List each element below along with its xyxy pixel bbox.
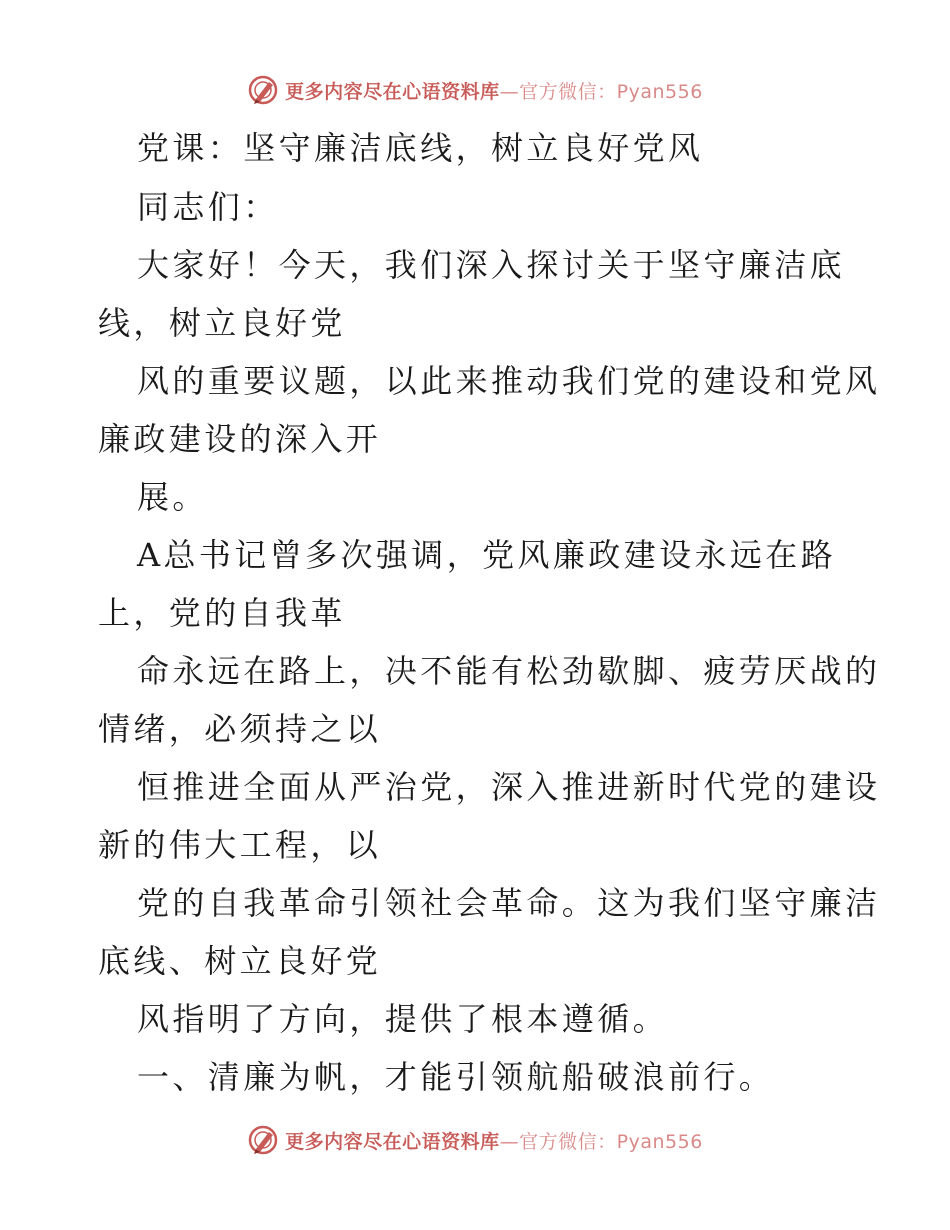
paragraph-line: 大家好！今天，我们深入探讨关于坚守廉洁底 bbox=[137, 246, 846, 284]
salutation: 同志们： bbox=[137, 188, 279, 226]
paragraph-line: 风的重要议题，以此来推动我们党的建设和党风 bbox=[137, 362, 881, 400]
paragraph-line: 展。 bbox=[137, 478, 208, 516]
watermark-secondary: —官方微信：Pyan556 bbox=[499, 80, 703, 103]
pen-logo-icon bbox=[247, 1124, 279, 1156]
document-title: 党课：坚守廉洁底线，树立良好党风 bbox=[137, 129, 704, 167]
section-heading: 一、清廉为帆，才能引领航船破浪前行。 bbox=[137, 1058, 775, 1096]
paragraph-line: 党的自我革命引领社会革命。这为我们坚守廉洁 bbox=[137, 884, 881, 922]
paragraph-line: 命永远在路上，决不能有松劲歇脚、疲劳厌战的 bbox=[137, 652, 881, 690]
watermark-text bbox=[285, 1127, 703, 1154]
paragraph-line: 恒推进全面从严治党，深入推进新时代党的建设 bbox=[137, 768, 881, 806]
paragraph-line: 上，党的自我革 bbox=[98, 594, 346, 632]
footer-watermark bbox=[0, 1120, 950, 1160]
watermark-primary: 更多内容尽在心语资料库 bbox=[285, 1130, 500, 1153]
watermark-primary: 更多内容尽在心语资料库 bbox=[285, 80, 500, 103]
paragraph-line: 风指明了方向，提供了根本遵循。 bbox=[137, 1000, 669, 1038]
paragraph-line: 新的伟大工程，以 bbox=[98, 826, 382, 864]
paragraph-line: 线，树立良好党 bbox=[98, 304, 346, 342]
paragraph-line: A总书记曾多次强调，党风廉政建设永远在路 bbox=[137, 536, 837, 574]
watermark-secondary: —官方微信：Pyan556 bbox=[499, 1130, 703, 1153]
paragraph-line: 廉政建设的深入开 bbox=[98, 420, 382, 458]
paragraph-line: 情绪，必须持之以 bbox=[98, 710, 382, 748]
paragraph-line: 底线、树立良好党 bbox=[98, 942, 382, 980]
